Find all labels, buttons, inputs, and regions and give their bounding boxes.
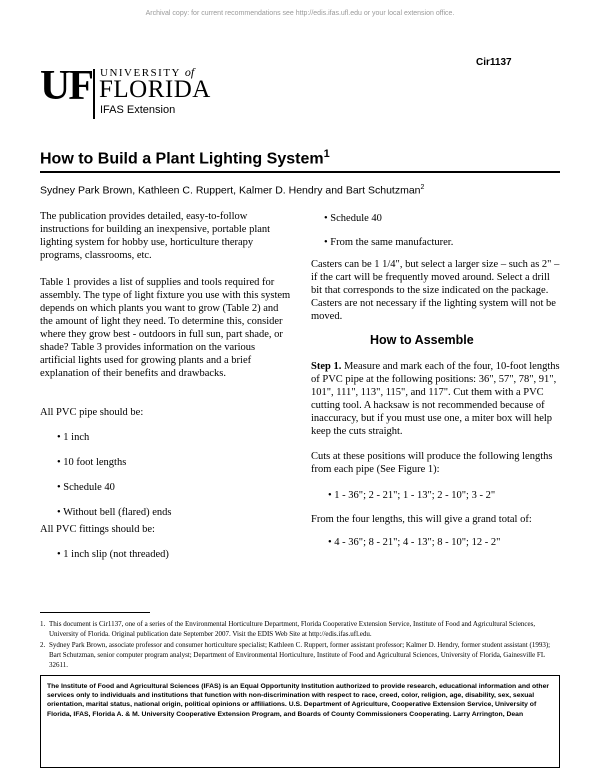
intro-paragraph: The publication provides detailed, easy-to-follow instructions for building an inexpensive, portable plant lighting system for hobby use, horticulture therapy programs, classrooms, etc. <box>40 211 271 261</box>
pipe-item-4: • Without bell (flared) ends <box>57 507 172 518</box>
pipe-item-3: • Schedule 40 <box>57 482 115 493</box>
logo-florida: FLORIDA <box>99 76 211 103</box>
logo-divider <box>93 69 95 119</box>
pipe-item-1: • 1 inch <box>57 432 90 443</box>
total-list: • 4 - 36"; 8 - 21"; 4 - 13"; 8 - 10"; 12 - 2" <box>328 537 501 548</box>
step1-text: Measure and mark each of the four, 10-foot lengths of PVC pipe at the following positions: 36", 57", 78", 91", 101", 111", 113", 115", and 117". Cut them with a PVC cutting tool. A hacksaw is not recommended because of inaccuracy, but if you must use one, a miter box will help keep the cuts straight. <box>311 361 560 437</box>
disclaimer-box <box>40 675 560 768</box>
document-id: Cir1137 <box>476 57 512 68</box>
cuts-paragraph: Cuts at these positions will produce the following lengths from each pipe (See Figure 1): <box>311 451 553 475</box>
total-paragraph: From the four lengths, this will give a grand total of: <box>311 514 532 525</box>
section-heading-how-to-assemble: How to Assemble <box>370 333 474 347</box>
logo-uf-mark: UF <box>40 63 92 109</box>
title-rule <box>40 171 560 173</box>
footnote-1-number: 1. <box>40 620 46 628</box>
authors <box>40 184 424 197</box>
footnote-1-text: This document is Cir1137, one of a series of the Environmental Horticulture Department, Florida Cooperative Extension Service, Institute of Food and Agricultural Sciences, University of Florida. Original publication date September 2007. Visit the EDIS Web Site at http://edis.ifas.ufl.edu. <box>49 620 536 638</box>
logo-university: UNIVERSITY <box>100 67 181 79</box>
title-footnote-ref: 1 <box>323 148 330 160</box>
pipe-heading: All PVC pipe should be: <box>40 407 144 418</box>
logo-ifas-extension: IFAS Extension <box>100 104 176 116</box>
footnote-2-number: 2. <box>40 641 46 649</box>
fittings-heading: All PVC fittings should be: <box>40 524 155 535</box>
fittings-item-1: • 1 inch slip (not threaded) <box>57 549 169 560</box>
logo-of: of <box>184 65 195 79</box>
disclaimer-text: The Institute of Food and Agricultural Sciences (IFAS) is an Equal Opportunity Institution authorized to provide research, educational information and other services only to individuals and institutions that function with non-discrimination with respect to race, creed, color, religion, age, disability, sex, sexual orientation, marital status, national origin, political opinions or affiliations. U.S. Department of Agriculture, Cooperative Extension Service, University of Florida, IFAS, Florida A. & M. University Cooperative Extension Program, and Boards of County Commissioners Cooperating. Larry Arrington, Dean <box>47 683 550 718</box>
fittings-item-3: • From the same manufacturer. <box>324 237 454 248</box>
cuts-list: • 1 - 36"; 2 - 21"; 1 - 13"; 2 - 10"; 3 - 2" <box>328 490 496 501</box>
fittings-item-2: • Schedule 40 <box>324 213 382 224</box>
footnote-rule <box>40 612 150 613</box>
step1-paragraph <box>311 360 561 438</box>
authors-text: Sydney Park Brown, Kathleen C. Ruppert, Kalmer D. Hendry and Bart Schutzman <box>40 184 421 197</box>
table1-paragraph: Table 1 provides a list of supplies and tools required for assembly. The type of light fixture you use with this system depends on which plants you want to grow (Table 2) and the amount of light they need. To determine this, consider where they grow best - outdoors in full sun, part shade, or shade? Table 3 provides information on the various artificial lights used for growing plants and a brief explanation of their benefits and drawbacks. <box>40 277 291 379</box>
page-title <box>40 148 330 168</box>
step1-label: Step 1. <box>311 361 342 372</box>
casters-paragraph: Casters can be 1 1/4", but select a larger size – such as 2" – if the cart will be frequently moved around. Select a drill bit that corresponds to the size indicated on the package. Casters are not necessary if the lighting system will not be moved. <box>311 259 560 322</box>
pipe-item-2: • 10 foot lengths <box>57 457 127 468</box>
authors-footnote-ref: 2 <box>420 184 425 191</box>
uf-ifas-logo <box>40 63 220 122</box>
page-title-text: How to Build a Plant Lighting System <box>40 150 324 168</box>
footnote-2-text: Sydney Park Brown, associate professor and consumer horticulture specialist; Kathleen C. Ruppert, former assistant professor; Kalmer D. Hendry, former student assistant (1993); Bart Schutzman, senior computer program analyst; Department of Environmental Horticulture, Institute of Food and Agricultural Sciences, University of Florida, Gainesville FL 32611. <box>49 641 551 669</box>
archival-note: Archival copy: for current recommendations see http://edis.ifas.ufl.edu or your local extension office. <box>145 10 455 17</box>
